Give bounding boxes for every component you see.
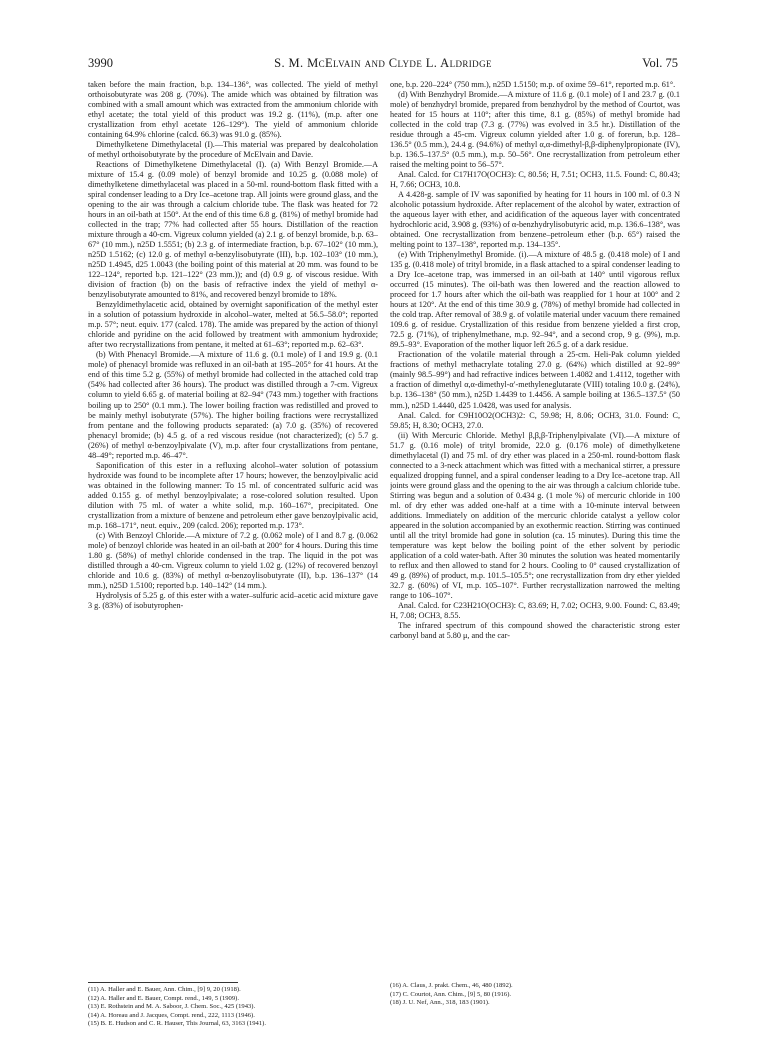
paragraph: Dimethylketene Dimethylacetal (I).—This material was prepared by dealcoholation of methyl orthoisobutyrate by the procedure of McElvain and Davie. [88, 140, 378, 160]
paragraph: (d) With Benzhydryl Bromide.—A mixture of 11.6 g. (0.1 mole) of I and 23.7 g. (0.1 mole) of benzhydryl bromide, prepared from benzhydrol by the method of Courtot, was heated for 15 hours at 110°; after this time, 8.1 g. (85%) of methyl bromide had collected in the cold trap (7.3 g. (77%) was evolved in 3.5 hr.). Distillation of the residue through a 45-cm. Vigreux column yielded after 1.0 g. of forerun, b.p. 128–136.5° (0.5 mm.), 24.4 g. (94.6%) of methyl α,α-dimethyl-β,β-diphenylpropionate (IV), b.p. 136.5–137.5° (0.5 mm.), m.p. 50–56°. One recrystallization from petroleum ether raised the melting point to 56–57°. [390, 90, 680, 170]
paragraph: (b) With Phenacyl Bromide.—A mixture of 11.6 g. (0.1 mole) of I and 19.9 g. (0.1 mole) of phenacyl bromide was refluxed in an oil-bath at 195–205° for 41 hours. At the end of this time 5.2 g. (55%) of methyl bromide had collected in the attached cold trap (54% had collected after 36 hours). The product was distilled through a 7-cm. Vigreux column to yield 6.65 g. of material boiling at 82–94° (743 mm.) together with fractions boiling up to 250° (0.1 mm.). The lower boiling fraction was redistilled and proved to be mainly methyl isobutyrate (57%). The higher boiling fractions were recrystallized from pentane and the following products separated: (a) 7.0 g. (35%) of recovered phenacyl bromide; (b) 4.5 g. of a red viscous residue (not characterized); (c) 5.7 g. (26%) of methyl α-benzoylpivalate (V), m.p. after four crystallizations from pentane, 48–49°; reported m.p. 46–47°. [88, 350, 378, 460]
right-column [390, 80, 680, 970]
footnote: (16) A. Claus, J. prakt. Chem., 46, 480 (1892). [390, 982, 513, 989]
paragraph: one, b.p. 220–224° (750 mm.), n25D 1.5150; m.p. of oxime 59–61°, reported m.p. 61°. [390, 80, 676, 89]
paragraph: (e) With Triphenylmethyl Bromide. (i).—A mixture of 48.5 g. (0.418 mole) of I and 135 g. (0.418 mole) of trityl bromide, in a flask attached to a spiral condenser leading to a Dry Ice–acetone trap, was immersed in an oil-bath at 140° until vigorous reflux occurred (15 minutes). The oil-bath was then lowered and the reaction allowed to proceed for 1.7 hours after which the oil-bath was reapplied for 1 hour at 100° and 2 hours at 120°. At the end of this time 30.9 g. (78%) of methyl bromide had collected in the cold trap. After removal of 38.9 g. of volatile material under vacuum there remained 109.6 g. of residue. Crystallization of this residue from benzene yielded a first crop, 72.5 g. (71%), of triphenylmethane, m.p. 92–94°, and a second crop, 9 g. (9%), m.p. 89.5–93°. Evaporation of the mother liquor left 26.5 g. of a dark residue. [390, 250, 680, 350]
running-title: S. M. McElvain and Clyde L. Aldridge [274, 56, 492, 70]
footnote: (13) E. Rothstein and M. A. Saboor, J. Chem. Soc., 425 (1943). [88, 1003, 256, 1011]
paragraph: Saponification of this ester in a refluxing alcohol–water solution of potassium hydroxide was found to be incomplete after 17 hours; however, the benzoylpivalic acid was obtained in the following manner: To 15 ml. of concentrated sulfuric acid was added 0.155 g. of methyl benzoylpivalate; a rose-colored solution resulted. Upon dilution with 75 ml. of water a white solid, m.p. 160–167°, precipitated. One crystallization from a mixture of benzene and petroleum ether gave benzoylpivalic acid, m.p. 168–171°, neut. equiv., 209 (calcd. 206); reported m.p. 173°. [88, 460, 378, 530]
volume-label: Vol. 75 [642, 56, 678, 70]
paragraph: A 4.428-g. sample of IV was saponified by heating for 11 hours in 100 ml. of 0.3 N alcoholic potassium hydroxide. After replacement of the alcohol by water, extraction of the aqueous layer with ether, and acidification of the aqueous layer with concentrated hydrochloric acid, 3.908 g. (93%) of α-benzhydrylisobutyric acid, m.p. 136.6–138°, was obtained. One recrystallization from benzene–petroleum ether (b.p. 65°) raised the melting point to 137–138°, reported m.p. 134–135°. [390, 190, 680, 250]
paragraph: Fractionation of the volatile material through a 25-cm. Heli-Pak column yielded fractions of methyl methacrylate totaling 27.0 g. (64%) which distilled at 92–99° (mainly 98.5–99°) and had refractive indices between 1.4082 and 1.4112, together with a fraction of dimethyl α,α-dimethyl-α′-methyleneglutarate (VIII) totaling 10.0 g. (24%), b.p. 136–138° (50 mm.), n25D 1.4439 to 1.4456. A sample boiling at 136.5–137.5° (50 mm.), n25D 1.4440, d25 1.0428, was used for analysis. [390, 350, 680, 410]
page-header [88, 56, 678, 72]
paragraph: The infrared spectrum of this compound showed the characteristic strong ester carbonyl band at 5.80 μ, and the car- [390, 620, 680, 640]
paragraph: taken before the main fraction, b.p. 134–136°, was collected. The yield of methyl orthoisobutyrate was 208 g. (70%). The amide which was obtained by filtration was combined with a small amount which was extracted from the ammonium chloride with ethyl acetate; the total yield of this product was 19.2 g. (11%), (m.p. after one crystallization from ethyl acetate 126–129°). The yield of ammonium chloride containing 64.9% chlorine (calcd. 66.3) was 91.0 g. (85%). [88, 80, 378, 140]
footnote: (12) A. Haller and E. Bauer, Compt. rend., 149, 5 (1909). [88, 994, 239, 1002]
paragraph: Reactions of Dimethylketene Dimethylacetal (I). (a) With Benzyl Bromide.—A mixture of 15.4 g. (0.09 mole) of benzyl bromide and 10.25 g. (0.088 mole) of dimethylketene dimethylacetal was placed in a 50-ml. round-bottom flask fitted with a spiral condenser leading to a Dry Ice–acetone trap. All joints were ground glass, and the opening to the air was through a calcium chloride tube. The flask was heated for 72 hours in an oil-bath at 150°. At the end of this time 6.8 g. (81%) of methyl bromide had collected in the trap; 77% had collected after 55 hours. Distillation of the reaction mixture through a 40-cm. Vigreux column yielded (a) 2.1 g. of benzyl bromide, b.p. 63–67° (10 mm.), n25D 1.5551; (b) 2.3 g. of intermediate fraction, b.p. 67–102° (10 mm.), n25D 1.5162; (c) 12.0 g. of methyl α-benzylisobutyrate (III), b.p. 102–103° (10 mm.), n25D 1.4945, d25 1.0043 (the boiling point of this material at 20 mm. was found to be 122–124°, reported b.p. 121–122° (23 mm.)); and (d) 0.9 g. of viscous residue. With division of fraction (b) on the basis of refractive index the yield of methyl α-benzylisobutyrate amounted to 81%, and recovered benzyl bromide to 18%. [88, 160, 378, 300]
paragraph: Anal. Calcd. for C9H10O2(OCH3)2: C, 59.98; H, 8.06; OCH3, 31.0. Found: C, 59.85; H, 8.30; OCH3, 27.0. [390, 410, 680, 430]
paragraph: Hydrolysis of 5.25 g. of this ester with a water–sulfuric acid–acetic acid mixture gave 3 g. (83%) of isobutyrophen- [88, 590, 378, 610]
paragraph: Anal. Calcd. for C23H21O(OCH3): C, 83.69; H, 7.02; OCH3, 9.00. Found: C, 83.49; H, 7.08; OCH3, 8.55. [390, 600, 680, 620]
paragraph: (ii) With Mercuric Chloride. Methyl β,β,β-Triphenylpivalate (VI).—A mixture of 51.7 g. (0.16 mole) of trityl bromide, 22.0 g. (0.176 mole) of dimethylketene dimethylacetal (I) and 75 ml. of dry ether was placed in a 250-ml. round-bottom flask connected to a 3-neck attachment which was fitted with a mechanical stirrer, a pressure equalized dropping funnel, and a spiral condenser leading to a Dry Ice–acetone trap. All joints were ground glass and the opening to the air was through a calcium chloride tube. Stirring was begun and a solution of 0.434 g. (1 mole %) of mercuric chloride in 100 ml. of dry ether was added one-half at a time with a 10-minute interval between additions. Immediately on addition of the mercuric chloride catalyst a yellow color appeared in the solution accompanied by an exothermic reaction. Stirring was continued until all the trityl bromide had gone in solution (ca. 15 minutes). During this time the temperature was kept below the boiling point of the ether solvent by periodic application of a cold water-bath. After 30 minutes the solution was heated momentarily to reflux and then allowed to stand for 2 hours. Cooling to 0° caused crystallization of 49 g. (89%) of product, m.p. 101.5–105.5°; one recrystallization from dry ether yielded 32.7 g. (60%) of VI, m.p. 105–107°. Further recrystallization narrowed the melting range to 106–107°. [390, 430, 680, 600]
footnote: (14) A. Horeau and J. Jacques, Compt. rend., 222, 1113 (1946). [88, 1011, 255, 1019]
page-number: 3990 [88, 56, 113, 70]
paragraph: Anal. Calcd. for C17H17O(OCH3): C, 80.56; H, 7.51; OCH3, 11.5. Found: C, 80.43; H, 7.66; OCH3, 10.8. [390, 170, 680, 190]
footnote: (18) J. U. Nef, Ann., 318, 183 (1901). [390, 999, 490, 1007]
footnote: (17) C. Courtot, Ann. Chim., [9] 5, 80 (1916). [390, 990, 512, 998]
footnotes-right [390, 982, 680, 1008]
footnote: (15) B. E. Hudson and C. R. Hauser, This Journal, 63, 3163 (1941). [88, 1020, 266, 1028]
paragraph: (c) With Benzoyl Chloride.—A mixture of 7.2 g. (0.062 mole) of I and 8.7 g. (0.062 mole) of benzoyl chloride was heated in an oil-bath at 200° for 4 hours. During this time 1.80 g. (58%) of methyl chloride condensed in the trap. The liquid in the pot was distilled through a 40-cm. Vigreux column to yield 1.02 g. (12%) of recovered benzoyl chloride and 10.6 g. (83%) of methyl α-benzoylisobutyrate (II), b.p. 136–137° (14 mm.), n25D 1.5100; reported b.p. 140–142° (14 mm.). [88, 530, 378, 590]
paragraph: Benzyldimethylacetic acid, obtained by overnight saponification of the methyl ester in a solution of potassium hydroxide in alcohol–water, melted at 56.5–58.0°; reported m.p. 57°; neut. equiv. 177 (calcd. 178). The amide was prepared by the action of thionyl chloride and pyridine on the acid followed by treatment with ammonium hydroxide; after two recrystallizations from pentane, it melted at 61–63°; reported m.p. 62–63°. [88, 300, 378, 350]
footnotes-left [88, 982, 266, 1029]
left-column [88, 80, 378, 970]
footnote: (11) A. Haller and E. Bauer, Ann. Chim., [9] 9, 20 (1918). [88, 986, 241, 993]
